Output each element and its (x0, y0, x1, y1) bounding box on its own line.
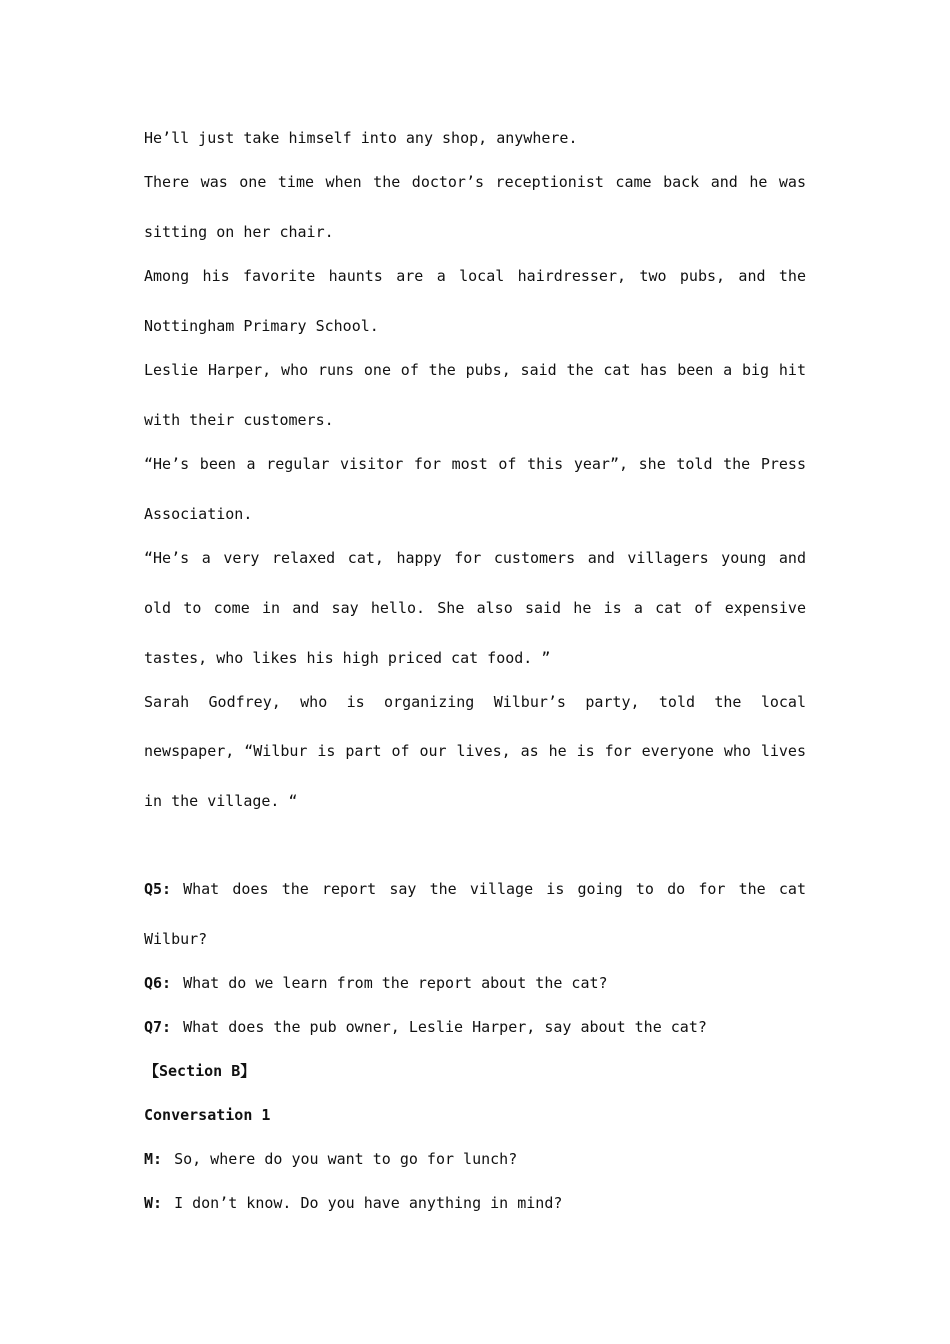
question-5 (144, 879, 806, 899)
question-7 (144, 1017, 806, 1037)
speaker-m-text: So, where do you want to go for lunch? (174, 1150, 518, 1168)
question-5-text: What does the report say the village is going to do for the cat (183, 880, 806, 898)
passage-line-10: “He’s a very relaxed cat, happy for customers and villagers young and (144, 549, 806, 567)
passage-line-13: Sarah Godfrey, who is organizing Wilbur’s party, told the local (144, 693, 806, 711)
dialogue-line-w (144, 1193, 806, 1213)
question-7-label: Q7: (144, 1018, 172, 1036)
passage-line-4: Among his favorite haunts are a local hairdresser, two pubs, and the (144, 267, 806, 285)
speaker-m-label: M: (144, 1150, 163, 1168)
dialogue-line-m (144, 1149, 806, 1169)
passage-line-7: with their customers. (144, 411, 334, 429)
passage-line-3: sitting on her chair. (144, 223, 334, 241)
passage-line-9: Association. (144, 505, 253, 523)
question-6-text: What do we learn from the report about the cat? (183, 974, 608, 992)
speaker-w-label: W: (144, 1194, 163, 1212)
section-heading: 【Section B】 (144, 1062, 256, 1080)
passage-line-15: in the village. “ (144, 792, 298, 810)
passage-line-14: newspaper, “Wilbur is part of our lives, as he is for everyone who lives (144, 742, 806, 760)
passage-line-6: Leslie Harper, who runs one of the pubs, said the cat has been a big hit (144, 361, 806, 379)
question-6-label: Q6: (144, 974, 172, 992)
passage-line-12: tastes, who likes his high priced cat food. ” (144, 649, 551, 667)
passage-line-1: He’ll just take himself into any shop, anywhere. (144, 129, 578, 147)
passage-line-2: There was one time when the doctor’s receptionist came back and he was (144, 173, 806, 191)
question-7-text: What does the pub owner, Leslie Harper, say about the cat? (183, 1018, 707, 1036)
question-5-continuation: Wilbur? (144, 930, 208, 948)
passage-line-5: Nottingham Primary School. (144, 317, 379, 335)
passage-line-8: “He’s been a regular visitor for most of this year”, she told the Press (144, 455, 806, 473)
question-6 (144, 973, 806, 993)
passage-line-11: old to come in and say hello. She also said he is a cat of expensive (144, 599, 806, 617)
question-5-label: Q5: (144, 880, 172, 898)
speaker-w-text: I don’t know. Do you have anything in mind? (174, 1194, 563, 1212)
conversation-heading: Conversation 1 (144, 1106, 271, 1124)
